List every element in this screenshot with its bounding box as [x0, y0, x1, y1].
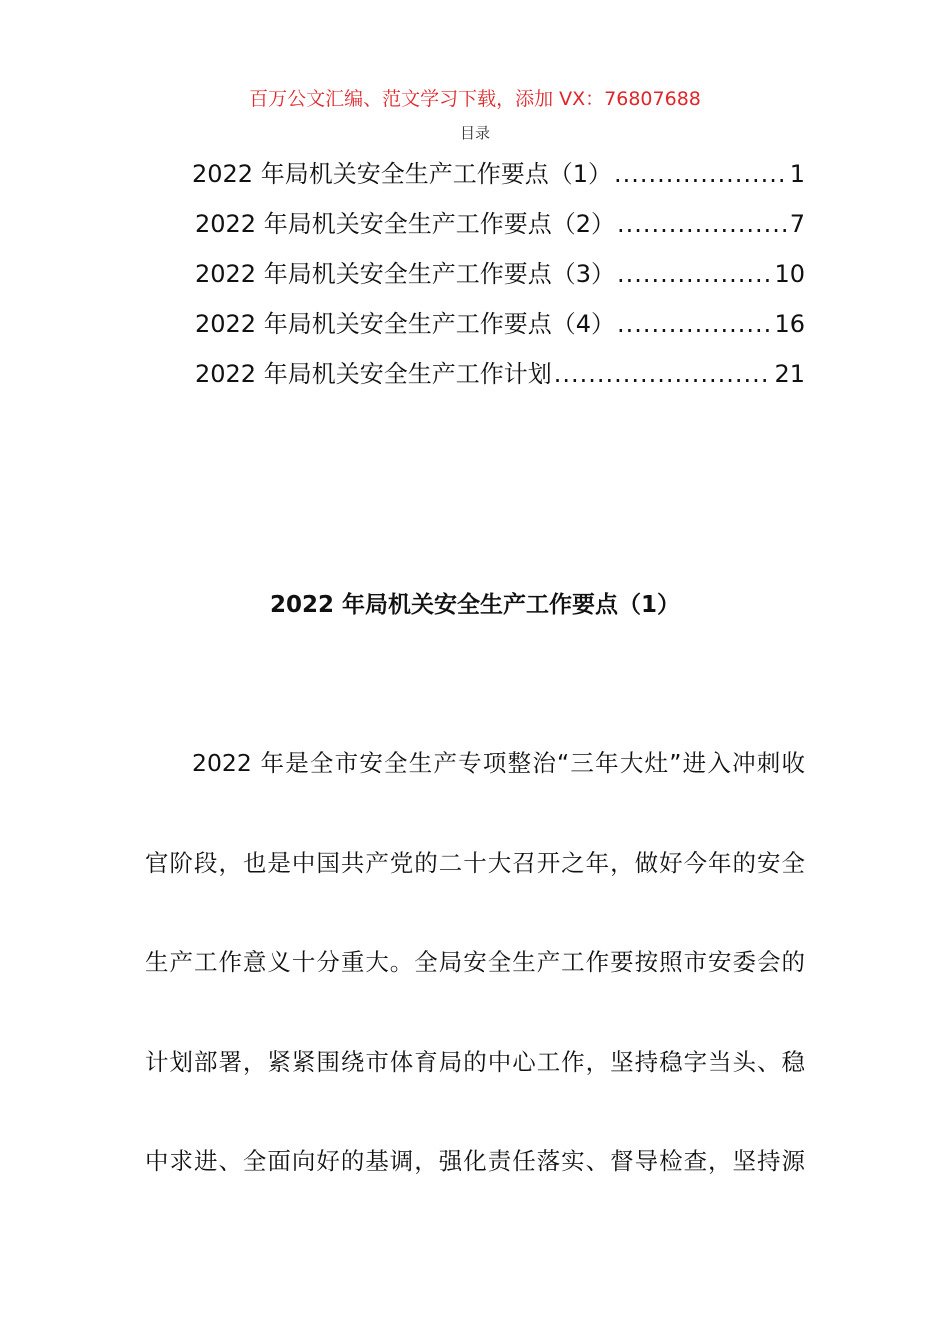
toc-entry-page: 7: [789, 210, 805, 238]
paragraph-line: 生产工作意义十分重大。全局安全生产工作要按照市安委会的: [145, 948, 805, 976]
toc-entry-page: 1: [789, 160, 805, 188]
dot-leader: [614, 160, 788, 188]
toc-entry[interactable]: [192, 254, 805, 304]
section-heading: 2022 年局机关安全生产工作要点（1）: [269, 592, 681, 618]
toc-entry-page: 16: [774, 310, 805, 338]
toc-title: 目录: [459, 124, 490, 142]
dot-leader: [617, 210, 788, 238]
paragraph-line: 官阶段，也是中国共产党的二十大召开之年，做好今年的安全: [145, 848, 805, 877]
toc-entry-title: 2022 年局机关安全生产工作要点（1）: [192, 160, 612, 188]
toc-entry[interactable]: [192, 154, 805, 204]
body-paragraph: [145, 745, 805, 1243]
toc-entry-page: 10: [774, 260, 805, 288]
toc-entry-title: 2022 年局机关安全生产工作要点（2）: [195, 210, 615, 238]
toc-entry[interactable]: [192, 304, 805, 354]
dot-leader: [617, 260, 772, 288]
watermark-header: 百万公文汇编、范文学习下载，添加 VX：76807688: [249, 88, 701, 110]
toc-entry-title: 2022 年局机关安全生产工作要点（4）: [195, 310, 615, 338]
dot-leader: [554, 360, 773, 388]
toc-entry[interactable]: [192, 204, 805, 254]
toc-entry-page: 21: [774, 360, 805, 388]
paragraph-line: 中求进、全面向好的基调，强化责任落实、督导检查，坚持源: [145, 1147, 805, 1175]
table-of-contents: [192, 154, 805, 404]
toc-entry-title: 2022 年局机关安全生产工作要点（3）: [195, 260, 615, 288]
toc-entry[interactable]: [192, 354, 805, 404]
toc-entry-title: 2022 年局机关安全生产工作计划: [195, 360, 552, 388]
paragraph-line: 计划部署，紧紧围绕市体育局的中心工作，坚持稳字当头、稳: [145, 1047, 805, 1076]
paragraph-line: 2022 年是全市安全生产专项整治“三年大灶”进入冲刺收: [192, 749, 805, 777]
dot-leader: [617, 310, 772, 338]
